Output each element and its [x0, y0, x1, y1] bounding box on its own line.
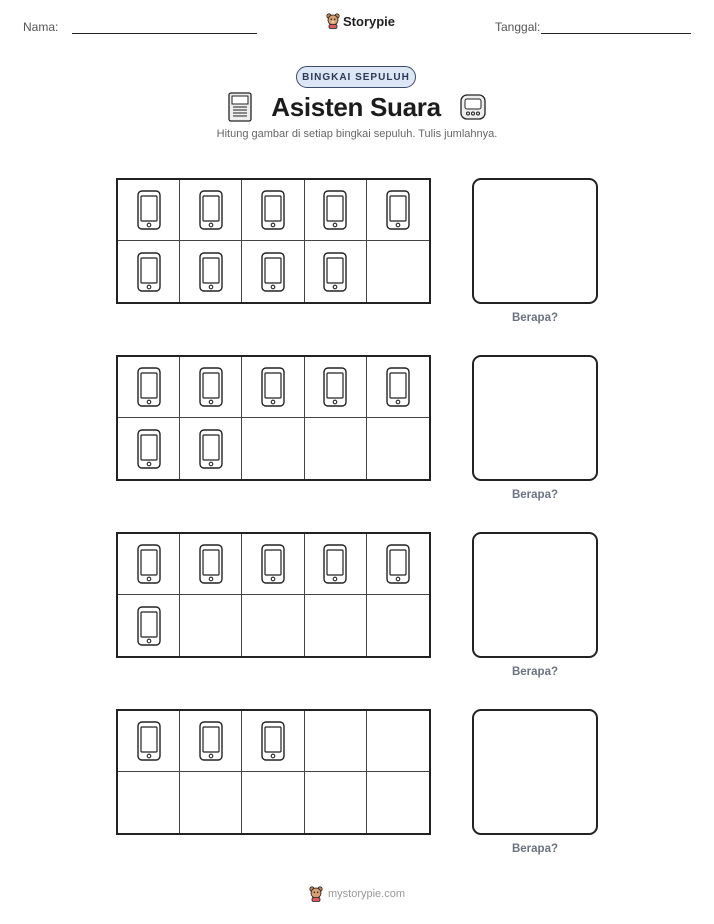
- ten-frame-cell: [305, 241, 367, 302]
- ten-frame-cell: [367, 772, 429, 833]
- smartphone-icon: [323, 544, 347, 584]
- ten-frame-cell: [305, 772, 367, 833]
- ten-frame-cell: [180, 595, 242, 656]
- ten-frame-cell: [242, 534, 304, 595]
- ten-frame: [116, 178, 431, 304]
- smartphone-icon: [386, 367, 410, 407]
- ten-frame-cell: [118, 534, 180, 595]
- answer-box[interactable]: [472, 178, 598, 304]
- ten-frame-cell: [118, 711, 180, 772]
- ten-frame-cell: [180, 180, 242, 241]
- ten-frame-cell: [305, 595, 367, 656]
- ten-frame-cell: [367, 534, 429, 595]
- smartphone-icon: [199, 544, 223, 584]
- ten-frame-cell: [118, 241, 180, 302]
- smartphone-icon: [199, 190, 223, 230]
- answer-label: Berapa?: [511, 489, 559, 501]
- ten-frame-cell: [367, 711, 429, 772]
- ten-frame-cell: [118, 595, 180, 656]
- smartphone-icon: [137, 190, 161, 230]
- name-line[interactable]: [72, 33, 257, 34]
- smartphone-icon: [323, 190, 347, 230]
- ten-frame-cell: [242, 357, 304, 418]
- ten-frame-cell: [180, 241, 242, 302]
- ten-frame: [116, 355, 431, 481]
- ten-frame-cell: [305, 180, 367, 241]
- title-row: [0, 91, 714, 123]
- ten-frame-cell: [242, 711, 304, 772]
- ten-frame-cell: [367, 180, 429, 241]
- smartphone-icon: [137, 252, 161, 292]
- ten-frame-cell: [242, 180, 304, 241]
- ten-frame-cell: [367, 595, 429, 656]
- ten-frame-cell: [242, 418, 304, 479]
- smartphone-icon: [261, 721, 285, 761]
- bear-mascot-icon: [309, 886, 323, 902]
- ten-frame-cell: [118, 180, 180, 241]
- ten-frame-cell: [305, 418, 367, 479]
- bear-mascot-icon: [326, 13, 340, 29]
- smartphone-icon: [137, 544, 161, 584]
- ten-frame-cell: [180, 772, 242, 833]
- smartphone-icon: [137, 721, 161, 761]
- ten-frame-cell: [118, 418, 180, 479]
- smartphone-icon: [323, 252, 347, 292]
- ten-frame: [116, 532, 431, 658]
- smartphone-icon: [323, 367, 347, 407]
- category-badge: BINGKAI SEPULUH: [296, 66, 416, 88]
- date-line[interactable]: [541, 33, 691, 34]
- ten-frame-cell: [367, 241, 429, 302]
- answer-box[interactable]: [472, 532, 598, 658]
- smartphone-icon: [386, 190, 410, 230]
- answer-label: Berapa?: [511, 312, 559, 324]
- footer: [0, 886, 714, 902]
- ten-frame-cell: [367, 357, 429, 418]
- answer-label: Berapa?: [511, 666, 559, 678]
- ten-frame-cell: [180, 711, 242, 772]
- ten-frame-cell: [242, 772, 304, 833]
- ten-frame-cell: [305, 357, 367, 418]
- footer-site: mystorypie.com: [327, 888, 406, 900]
- smartphone-icon: [261, 252, 285, 292]
- ten-frame-cell: [180, 534, 242, 595]
- smartphone-icon: [261, 367, 285, 407]
- smartphone-icon: [199, 721, 223, 761]
- name-label: Nama:: [23, 20, 59, 34]
- smartphone-icon: [199, 252, 223, 292]
- smartphone-icon: [137, 367, 161, 407]
- smartphone-icon: [199, 429, 223, 469]
- ten-frame-cell: [242, 241, 304, 302]
- date-label: Tanggal:: [495, 20, 541, 34]
- smart-display-icon: [459, 93, 487, 121]
- ten-frame-cell: [305, 534, 367, 595]
- ten-frame-cell: [180, 418, 242, 479]
- smartphone-icon: [137, 429, 161, 469]
- ten-frame-cell: [305, 711, 367, 772]
- ten-frame: [116, 709, 431, 835]
- ten-frame-cell: [367, 418, 429, 479]
- smartphone-icon: [261, 190, 285, 230]
- brand-name: Storypie: [343, 13, 396, 29]
- answer-box[interactable]: [472, 355, 598, 481]
- smartphone-icon: [261, 544, 285, 584]
- smartphone-icon: [199, 367, 223, 407]
- ten-frame-cell: [118, 772, 180, 833]
- brand-logo: [326, 13, 395, 29]
- ten-frame-cell: [118, 357, 180, 418]
- answer-box[interactable]: [472, 709, 598, 835]
- instructions: Hitung gambar di setiap bingkai sepuluh. Tulis jumlahnya.: [216, 128, 498, 140]
- ten-frame-cell: [180, 357, 242, 418]
- smart-speaker-icon: [227, 91, 253, 123]
- smartphone-icon: [137, 606, 161, 646]
- ten-frame-cell: [242, 595, 304, 656]
- answer-label: Berapa?: [511, 843, 559, 855]
- smartphone-icon: [386, 544, 410, 584]
- page-title: Asisten Suara: [271, 91, 441, 122]
